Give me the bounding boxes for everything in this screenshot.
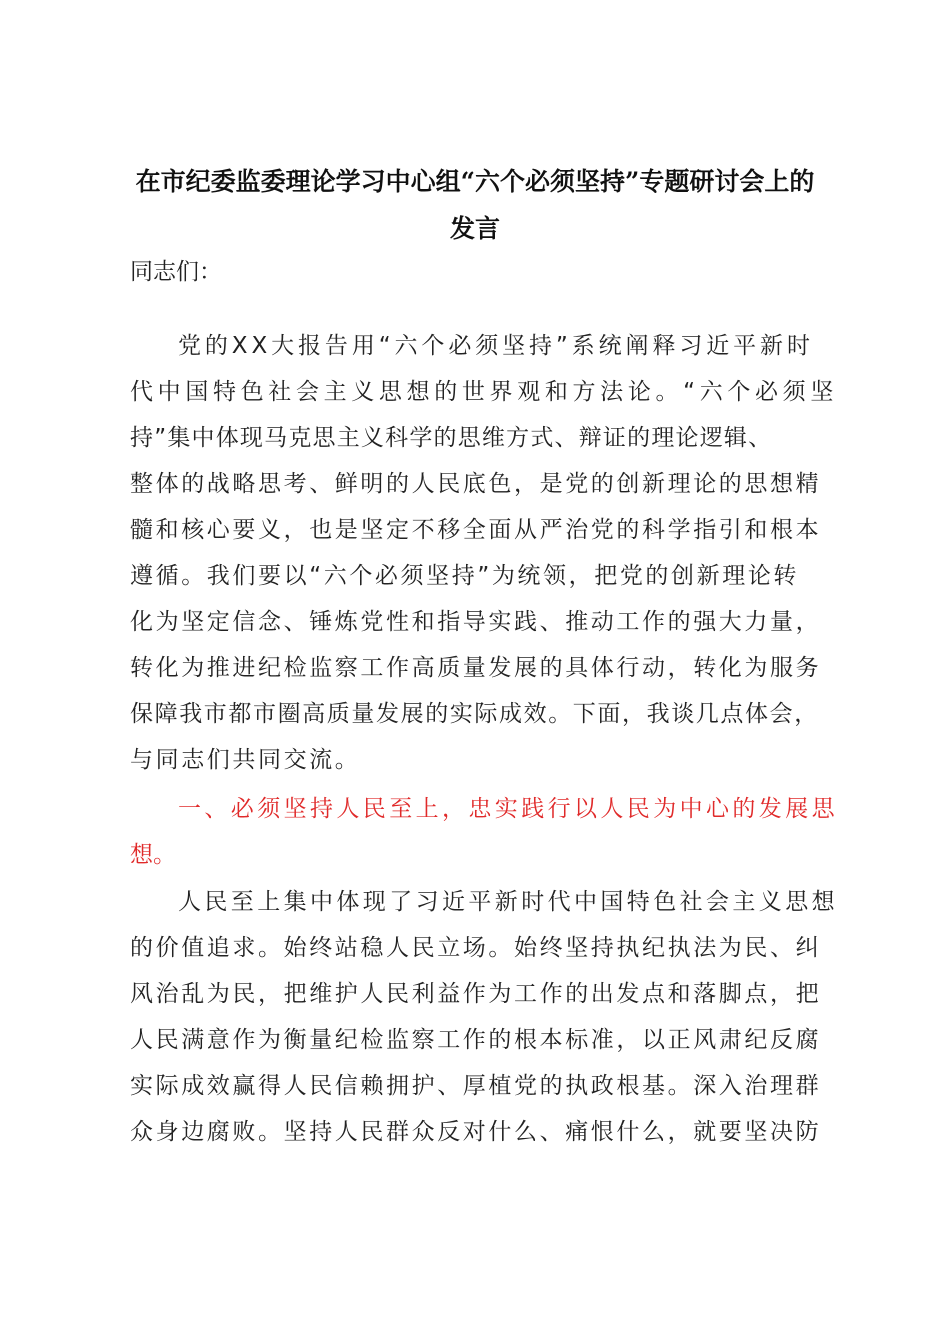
paragraph-1-line: 代中国特色社会主义思想的世界观和方法论。“六个必须坚 bbox=[130, 379, 838, 405]
paragraph-2-line: 人民满意作为衡量纪检监察工作的根本标准，以正风肃纪反腐 bbox=[130, 1027, 822, 1053]
section-heading-line: 一、必须坚持人民至上，忠实践行以人民为中心的发展思 bbox=[178, 796, 838, 822]
paragraph-1-line: 保障我市都市圈高质量发展的实际成效。下面，我谈几点体会， bbox=[130, 701, 819, 727]
paragraph-2-line: 的价值追求。始终站稳人民立场。始终坚持执纪执法为民、纠 bbox=[130, 935, 822, 961]
paragraph-2-line: 风治乱为民，把维护人民利益作为工作的出发点和落脚点，把 bbox=[130, 981, 822, 1007]
paragraph-1-line: 化为坚定信念、锤炼党性和指导实践、推动工作的强大力量， bbox=[130, 609, 822, 635]
paragraph-1-line: 与同志们共同交流。 bbox=[130, 747, 361, 773]
section-heading-line: 想。 bbox=[130, 842, 176, 868]
paragraph-2-line: 实际成效赢得人民信赖拥护、厚植党的执政根基。深入治理群 bbox=[130, 1073, 822, 1099]
salutation: 同志们： bbox=[130, 259, 222, 285]
paragraph-2-line: 众身边腐败。坚持人民群众反对什么、痛恨什么，就要坚决防 bbox=[130, 1119, 822, 1145]
paragraph-2-line: 人民至上集中体现了习近平新时代中国特色社会主义思想 bbox=[178, 889, 838, 915]
document-title-line-1: 在市纪委监委理论学习中心组“六个必须坚持”专题研讨会上的 bbox=[135, 167, 815, 196]
paragraph-1-line: 持”集中体现马克思主义科学的思维方式、辩证的理论逻辑、 bbox=[130, 425, 773, 451]
paragraph-1-line: 转化为推进纪检监察工作高质量发展的具体行动，转化为服务 bbox=[130, 655, 822, 681]
paragraph-1-line: 整体的战略思考、鲜明的人民底色，是党的创新理论的思想精 bbox=[130, 471, 822, 497]
paragraph-1-line: 遵循。我们要以“六个必须坚持”为统领，把党的创新理论转 bbox=[130, 563, 800, 589]
document-title-line-2: 发言 bbox=[449, 214, 500, 243]
paragraph-1-line: 髓和核心要义，也是坚定不移全面从严治党的科学指引和根本 bbox=[130, 517, 822, 543]
paragraph-1-line: 党的XX大报告用“六个必须坚持”系统阐释习近平新时 bbox=[178, 333, 814, 359]
